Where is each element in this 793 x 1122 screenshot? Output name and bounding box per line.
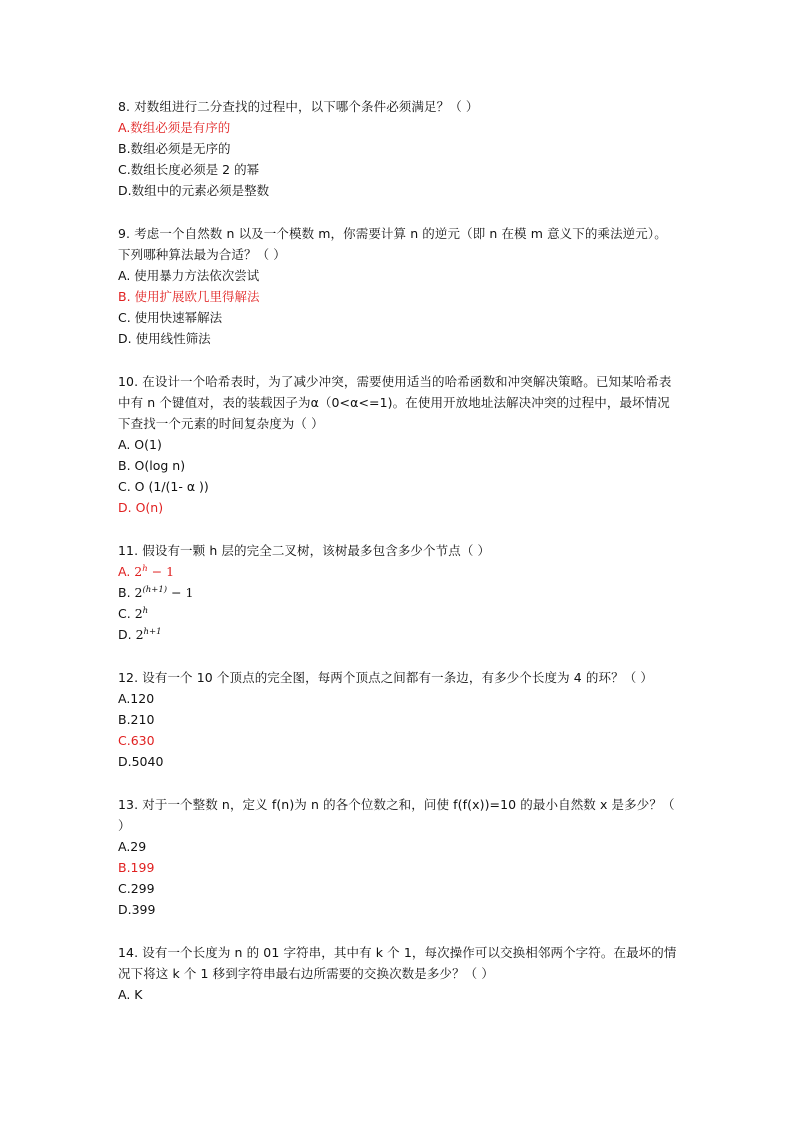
option-prefix: B.: [118, 585, 135, 600]
option-a: A. K: [118, 987, 143, 1002]
formula-exponent: h+1: [143, 626, 162, 637]
formula-exponent: (h+1): [142, 584, 168, 595]
question-text: 13. 对于一个整数 n，定义 f(n)为 n 的各个位数之和，问使 f(f(x))=10 的最小自然数 x 是多少？（ ）: [118, 797, 675, 833]
option-prefix: A.: [118, 564, 135, 579]
option-a: A.120: [118, 691, 155, 706]
option-b: B. 使用扩展欧几里得解法: [118, 289, 260, 304]
option-b: B.199: [118, 860, 155, 875]
option-c: C.630: [118, 733, 155, 748]
formula: [135, 606, 148, 621]
option-d: D. O(n): [118, 500, 164, 515]
formula-exponent: h: [142, 563, 148, 574]
question-text: 11. 假设有一颗 h 层的完全二叉树，该树最多包含多少个节点（ ）: [118, 543, 491, 558]
option-b: B.210: [118, 712, 155, 727]
option-a: A.29: [118, 839, 147, 854]
option-a: A. 使用暴力方法依次尝试: [118, 268, 260, 283]
formula: [134, 564, 174, 579]
formula-base: 2: [134, 564, 143, 579]
option-prefix: C.: [118, 606, 135, 621]
option-prefix: D.: [118, 627, 136, 642]
formula-suffix: − 1: [167, 585, 194, 600]
exam-page: [118, 96, 678, 1027]
formula-suffix: − 1: [147, 564, 175, 579]
option-d: D.数组中的元素必须是整数: [118, 183, 270, 198]
option-b: [118, 582, 678, 603]
question-text: 9. 考虑一个自然数 n 以及一个模数 m，你需要计算 n 的逆元（即 n 在模 m 意义下的乘法逆元）。下列哪种算法最为合适？（ ）: [118, 226, 667, 262]
option-c: C. O (1/(1- α )): [118, 479, 209, 494]
question-8: [118, 96, 678, 201]
option-d: D.5040: [118, 754, 164, 769]
question-12: [118, 667, 678, 772]
formula-base: 2: [134, 585, 143, 600]
option-a: A. O(1): [118, 437, 162, 452]
formula-exponent: h: [142, 605, 149, 616]
option-b: B. O(log n): [118, 458, 186, 473]
question-text: 14. 设有一个长度为 n 的 01 字符串，其中有 k 个 1，每次操作可以交换相邻两个字符。在最坏的情况下将这 k 个 1 移到字符串最右边所需要的交换次数是多少？（ ）: [118, 945, 677, 981]
option-a: [118, 561, 678, 582]
question-10: [118, 371, 678, 518]
option-c: C.数组长度必须是 2 的幂: [118, 162, 260, 177]
option-a: A.数组必须是有序的: [118, 120, 231, 135]
option-d: D. 使用线性筛法: [118, 331, 211, 346]
option-d: [118, 624, 678, 645]
question-text: 8. 对数组进行二分查找的过程中，以下哪个条件必须满足？（ ）: [118, 99, 479, 114]
option-c: [118, 603, 678, 624]
question-9: [118, 223, 678, 349]
formula: [136, 627, 162, 642]
option-c: C.299: [118, 881, 155, 896]
question-11: [118, 540, 678, 645]
option-c: C. 使用快速幂解法: [118, 310, 223, 325]
formula: [135, 585, 194, 600]
formula-base: 2: [134, 606, 143, 621]
question-13: [118, 794, 678, 920]
option-b: B.数组必须是无序的: [118, 141, 231, 156]
formula-base: 2: [135, 627, 144, 642]
question-14: [118, 942, 678, 1005]
question-text: 12. 设有一个 10 个顶点的完全图，每两个顶点之间都有一条边，有多少个长度为 4 的环？（ ）: [118, 670, 653, 685]
option-d: D.399: [118, 902, 156, 917]
question-text: 10. 在设计一个哈希表时，为了减少冲突，需要使用适当的哈希函数和冲突解决策略。已知某哈希表中有 n 个键值对，表的装载因子为α（0<α<=1)。在使用开放地址法解决冲突的过程中，最坏情况下查找一个元素的时间复杂度为（ ）: [118, 374, 672, 431]
